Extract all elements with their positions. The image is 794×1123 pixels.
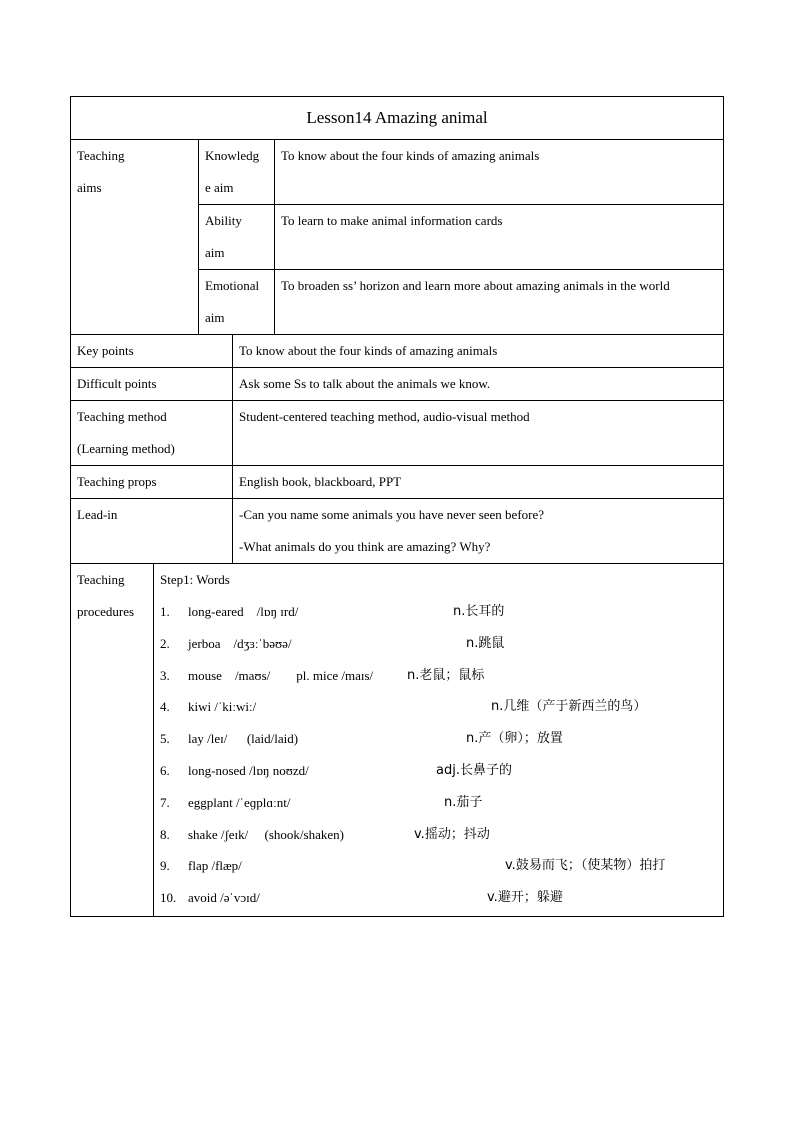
word-number: 8. [160,826,170,842]
teaching-method-label-line2: (Learning method) [77,441,175,456]
lead-in-question-2: -What animals do you think are amazing? Why? [239,539,491,554]
word-list [160,596,717,914]
word-entry: jerboa /dʒɜːˈbəʊə/ [188,635,292,651]
word-row [160,628,717,660]
key-points-label: Key points [71,335,233,368]
lesson-plan-table [70,96,724,917]
word-number: 10. [160,890,177,906]
emotional-aim-label-line2: aim [205,310,225,325]
word-meaning: n.茄子 [444,794,483,810]
key-points-value: To know about the four kinds of amazing animals [233,335,724,368]
word-entry: kiwi /ˈkiːwiː/ [188,699,257,715]
word-number: 9. [160,858,170,874]
lead-in-value [233,499,724,564]
word-row [160,882,717,914]
teaching-props-value: English book, blackboard, PPT [233,466,724,499]
word-entry: lay /leɪ/ (laid/laid) [188,731,299,747]
teaching-method-label [71,401,233,466]
word-meaning: v.摇动；抖动 [414,826,490,842]
word-number: 3. [160,667,170,683]
word-meaning: v.避开；躲避 [487,890,563,906]
word-row [160,850,717,882]
word-meaning: n.老鼠；鼠标 [407,667,485,683]
difficult-points-value: Ask some Ss to talk about the animals we know. [233,368,724,401]
word-number: 7. [160,794,170,810]
knowledge-aim-label-line1: Knowledg [205,148,260,163]
ability-aim-label [199,205,275,270]
word-meaning: n.产（卵）；放置 [466,731,563,747]
word-entry: avoid /əˈvɔɪd/ [188,890,260,906]
difficult-points-label: Difficult points [71,368,233,401]
word-row [160,819,717,851]
emotional-aim-value: To broaden ss’ horizon and learn more about amazing animals in the world [275,270,724,335]
procedures-label-line1: Teaching [77,572,125,587]
word-meaning: n.长耳的 [453,604,505,619]
procedures-content [154,564,724,917]
word-number: 2. [160,635,170,651]
teaching-aims-label [71,140,199,335]
emotional-aim-label [199,270,275,335]
teaching-method-label-line1: Teaching method [77,409,167,424]
word-number: 6. [160,762,170,778]
word-meaning: n.跳鼠 [466,635,505,651]
word-meaning: adj.长鼻子的 [436,762,512,778]
word-meaning: n.几维（产于新西兰的鸟） [491,699,647,715]
teaching-props-label: Teaching props [71,466,233,499]
word-entry: mouse /maʊs/ pl. mice /maɪs/ [188,667,374,683]
ability-aim-value: To learn to make animal information cards [275,205,724,270]
word-row [160,596,717,628]
word-number: 1. [160,604,170,619]
knowledge-aim-label-line2: e aim [205,180,234,195]
word-entry: long-nosed /lɒŋ noʊzd/ [188,762,309,778]
word-row [160,660,717,692]
word-number: 5. [160,731,170,747]
ability-aim-label-line1: Ability [205,213,242,228]
word-meaning: v.鼓易而飞；（使某物）拍打 [505,858,666,874]
emotional-aim-label-line1: Emotional [205,278,260,293]
word-number: 4. [160,699,170,715]
lesson-title: Lesson14 Amazing animal [71,97,724,140]
procedures-label-line2: procedures [77,604,135,619]
procedures-label [71,564,154,917]
step-title: Step1: Words [160,572,230,587]
word-row [160,755,717,787]
teaching-aims-label-line1: Teaching [77,148,125,163]
teaching-method-value: Student-centered teaching method, audio-visual method [233,401,724,466]
knowledge-aim-label [199,140,275,205]
word-entry: eggplant /ˈeɡplɑːnt/ [188,794,291,810]
word-row [160,723,717,755]
word-row [160,691,717,723]
word-entry: flap /flæp/ [188,858,242,874]
word-row [160,787,717,819]
word-entry: long-eared /lɒŋ ɪrd/ [188,604,299,619]
lead-in-label: Lead-in [71,499,233,564]
word-entry: shake /ʃeɪk/ (shook/shaken) [188,826,344,842]
teaching-aims-label-line2: aims [77,180,102,195]
knowledge-aim-value: To know about the four kinds of amazing animals [275,140,724,205]
lead-in-question-1: -Can you name some animals you have never seen before? [239,507,545,522]
ability-aim-label-line2: aim [205,245,225,260]
